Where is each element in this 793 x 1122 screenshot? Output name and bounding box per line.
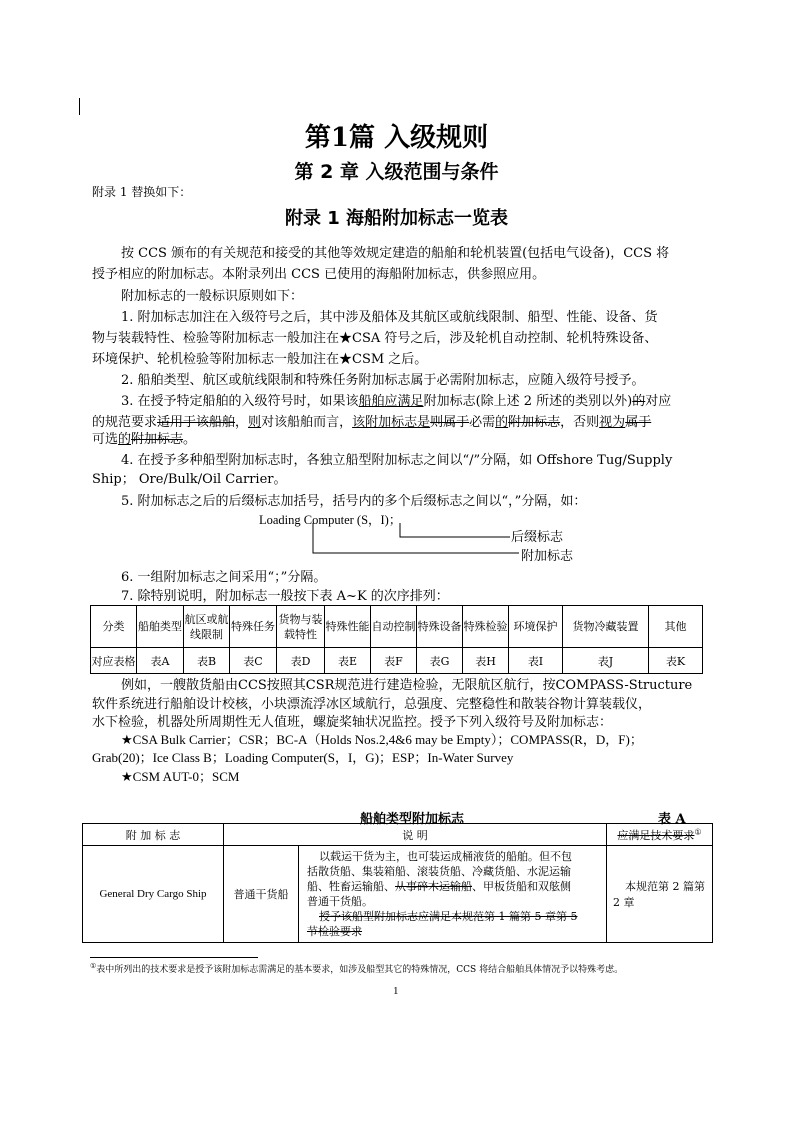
requirement-line: 本规范第 2 篇第 [625, 880, 705, 893]
principle-5-line-1: 5. 附加标志之后的后缀标志加括号，括号内的多个后缀标志之间以“，”分隔，如： [121, 494, 587, 509]
footnote-mark: ① [90, 962, 97, 970]
desc-line: 括散货船、集装箱船、滚装货船、冷藏货船、水泥运输 [307, 865, 571, 878]
category-header-cell: 其他 [649, 606, 703, 648]
table-row [83, 846, 713, 943]
category-header-row [91, 606, 703, 648]
example-line-6: ★CSM AUT-0；SCM [121, 769, 240, 784]
example-line-1: 例如，一艘散货船由CCS按照其CSR规范进行建造检验，无限航区航行，按COMPASS-Structure [121, 678, 693, 693]
category-cell: 表D [277, 648, 325, 674]
category-header-cell: 船舶类型 [137, 606, 184, 648]
category-table-row [91, 648, 703, 674]
p3-text-c: 附加标志(除上述 2 所述的类别以外) [423, 394, 633, 409]
category-header-cell: 航区或航线限制 [184, 606, 230, 648]
category-cell: 表G [417, 648, 463, 674]
intro-line-2: 授予相应的附加标志。本附录列出 CCS 已使用的海船附加标志，供参照应用。 [92, 267, 546, 282]
ship-type-notation-table [82, 823, 713, 943]
p3-text-s: 可选 [92, 432, 119, 447]
category-header-cell: 环境保护 [509, 606, 563, 648]
category-cell: 表B [184, 648, 230, 674]
category-order-table [90, 605, 703, 674]
suffix-connector-line [400, 523, 510, 537]
notation-chinese-name: 普通干货船 [224, 846, 299, 943]
principle-4-line-2: Ship； Ore/Bulk/Oil Carrier。 [92, 472, 287, 487]
p3-strike-d: 的 [632, 394, 646, 409]
desc-struck-line: 节检验要求 [307, 925, 362, 938]
principles-intro: 附加标志的一般标识原则如下： [121, 289, 304, 304]
notation-connector-line [313, 523, 519, 553]
p3-strike-r: 属于 [625, 415, 652, 430]
example-line-5: Grab(20)；Ice Class B；Loading Computer(S，I，G)；ESP；In-Water Survey [92, 750, 514, 765]
notation-description [299, 846, 607, 943]
desc-line: 以载运干货为主，也可装运成桶液货的船舶。但不包 [319, 850, 572, 863]
requirement-line: 2 章 [613, 896, 635, 909]
desc-line: 普通干货船。 [307, 895, 373, 908]
example-line-3: 水下检验，机器处所周期性无人值班，螺旋桨轴状况监控。授予下列入级符号及附加标志： [92, 715, 613, 730]
footnote [90, 962, 623, 975]
category-cell: 表C [230, 648, 277, 674]
table-a-label: 表 A [658, 812, 686, 827]
p3-text-a: 3. 在授予特定船舶的入级符号时，如果该 [121, 394, 359, 409]
chapter-title: 第 2 章 入级范围与条件 [294, 161, 499, 183]
notation-label: 附加标志 [521, 549, 574, 564]
category-header-cell: 特殊性能 [325, 606, 371, 648]
category-header-cell: 货物与装载特性 [277, 606, 325, 648]
p3-text-m: 必需 [469, 415, 496, 430]
category-cell: 表I [509, 648, 563, 674]
table-a-title: 船舶类型附加标志 [360, 812, 465, 827]
intro-line-1: 按 CCS 颁布的有关规范和接受的其他等效规定建造的船舶和轮机装置(包括电气设备)，CCS 将 [121, 246, 670, 261]
p3-text-h: ， [235, 415, 249, 430]
category-header-cell: 自动控制 [371, 606, 417, 648]
category-cell: 对应表格 [91, 648, 137, 674]
p3-text-f: 的规范要求 [92, 415, 158, 430]
principle-2-line-1: 2. 船舶类型、航区或航线限制和特殊任务附加标志属于必需附加标志，应随入级符号授予。 [121, 373, 645, 388]
principle-1-line-1: 1. 附加标志加注在入级符号之后，其中涉及船体及其航区或航线限制、船型、性能、设备、货 [121, 310, 658, 325]
table-a-header-row [83, 824, 713, 846]
header-requirement: 应满足技术要求 [617, 828, 695, 842]
header-description: 说 明 [224, 824, 607, 846]
category-header-cell: 特殊任务 [230, 606, 277, 648]
p3-strike-g: 适用于该船舶 [157, 415, 236, 430]
notation-requirement [607, 846, 713, 943]
page-number: 1 [393, 985, 399, 997]
footnote-rule [90, 957, 258, 958]
appendix-title: 附录 1 海船附加标志一览表 [284, 208, 509, 229]
category-header-cell: 特殊检验 [463, 606, 509, 648]
desc-struck-line: 授予该船型附加标志应满足本规范第 1 篇第 5 章第 5 [319, 910, 578, 923]
category-header-cell: 分类 [91, 606, 137, 648]
p3-underline-q: 视为 [599, 415, 626, 430]
p3-strike-o: 附加标志 [508, 415, 561, 430]
category-header-cell: 特殊设备 [417, 606, 463, 648]
category-cell: 表H [463, 648, 509, 674]
p3-text-j: 对该船舶而言， [261, 415, 353, 430]
suffix-label: 后缀标志 [511, 530, 564, 545]
header-notation: 附 加 标 志 [83, 824, 224, 846]
header-requirement-footnote-mark: ① [694, 826, 702, 836]
desc-text: 船、牲畜运输船、 [307, 880, 395, 893]
principle-4-line-1: 4. 在授予多种船型附加标志时，各独立船型附加标志之间以“/”分隔，如 Offshore Tug/Supply [121, 453, 673, 468]
desc-line-3 [307, 879, 602, 894]
desc-struck-text: 从事碎木运输船 [395, 880, 472, 893]
p3-strike-l: 则属于 [430, 415, 470, 430]
footnote-text: 表中所列出的技术要求是授予该附加标志需满足的基本要求，如涉及船型其它的特殊情况，CCS 将结合船舶具体情况予以特殊考虑。 [96, 965, 624, 975]
category-cell: 表K [649, 648, 703, 674]
category-cell: 表E [325, 648, 371, 674]
p3-underline-n: 的 [495, 415, 509, 430]
principle-1-line-3: 环境保护、轮机检验等附加标志一般加注在★CSM 之后。 [92, 352, 428, 367]
category-cell: 表J [563, 648, 649, 674]
suffix-example: Loading Computer (S，I)； [259, 513, 402, 527]
desc-text: 、甲板货船和双舷侧 [472, 880, 571, 893]
p3-underline-t: 的 [118, 432, 132, 447]
category-cell: 表A [137, 648, 184, 674]
header-requirement-cell [607, 824, 713, 846]
p3-underline-k: 该附加标志是 [352, 415, 431, 430]
principle-6-line-1: 6. 一组附加标志之间采用“；”分隔。 [121, 570, 327, 585]
category-cell: 表F [371, 648, 417, 674]
part-title: 第1篇 入级规则 [304, 123, 489, 153]
example-line-2: 软件系统进行船舶设计校核，小块漂流浮冰区域航行，总强度、完整稳性和散装谷物计算装载仪， [92, 697, 652, 712]
p3-strike-u: 附加标志 [131, 432, 184, 447]
principle-1-line-2: 物与装载特性、检验等附加标志一般加注在★CSA 符号之后，涉及轮机自动控制、轮机特殊设备、 [92, 331, 658, 346]
notation-name: General Dry Cargo Ship [83, 846, 224, 943]
p3-text-p: ，否则 [560, 415, 600, 430]
p3-text-v: 。 [183, 432, 197, 447]
principle-7-line-1: 7. 除特别说明，附加标志一般按下表 A~K 的次序排列： [121, 589, 449, 604]
p3-underline-i: 则 [248, 415, 262, 430]
p3-underline-b: 船舶应满足 [358, 394, 424, 409]
category-header-cell: 货物冷藏装置 [563, 606, 649, 648]
replace-note: 附录 1 替换如下： [92, 185, 192, 199]
p3-text-e: 对应 [645, 394, 672, 409]
example-line-4: ★CSA Bulk Carrier；CSR；BC-A（Holds Nos.2,4&6 may be Empty）；COMPASS(R，D，F)； [121, 732, 643, 747]
